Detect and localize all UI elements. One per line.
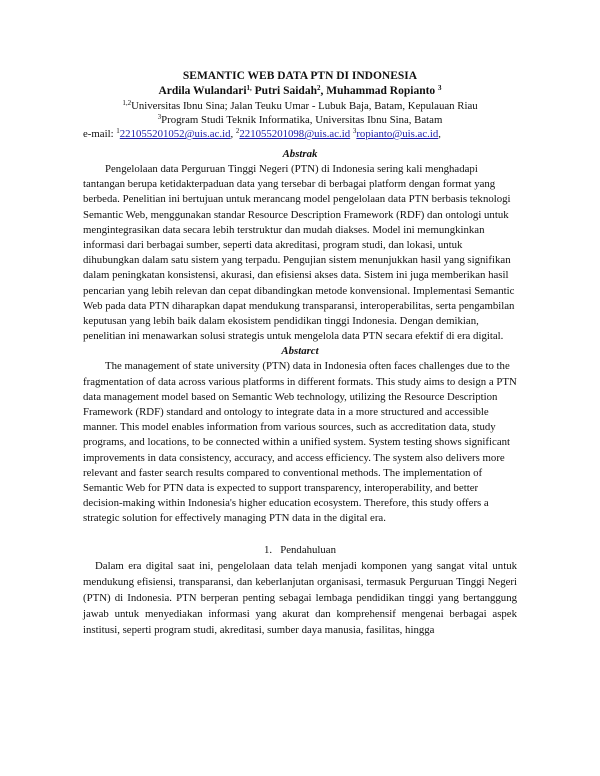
author-name: Muhammad Ropianto (326, 85, 436, 97)
affiliation-text: Program Studi Teknik Informatika, Universitas Ibnu Sina, Batam (161, 114, 443, 126)
email-link[interactable]: 221055201098@uis.ac.id (239, 128, 351, 140)
email-label: e-mail: (83, 128, 114, 140)
paper-content (83, 69, 517, 639)
affiliation (83, 99, 517, 113)
affiliation-mark: 3 (157, 113, 162, 121)
email-line: e-mail: $^1$221055201052@uis.ac.id, $^2$221055201098@uis.ac.id $^3$ropianto@uis.ac.id, (83, 127, 441, 140)
section-body-text: Dalam era digital saat ini, pengelolaan data telah menjadi komponen yang sangat vital untuk mendukung efisiensi, transparansi, dan keberlanjutan organisasi, termasuk Perguruan Tinggi Negeri (PTN) di Indonesia. PTN berperan penting sebagai lembaga pendidikan tinggi yang bertanggung jawab untuk menyediakan informasi yang akurat dan komprehensif mengenai berbagai aspek institusi, seperti program studi, akreditasi, sumber daya manusia, fasilitas, hingga (83, 559, 517, 637)
email-mark: 2 (235, 127, 240, 135)
abstract-text-en: The management of state university (PTN) data in Indonesia often faces challenges due to the fragmentation of data across various platforms in different formats. This study aims to design a PTN data management model based on Semantic Web technology, utilizing the Resource Description Framework (RDF) standard and ontology to integrate data in a more structured and accessible manner. This model enables information from various sources, such as accreditation data, study programs, and locations, to be connected within a unified system. System testing shows significant improvements in data consistency, accuracy, and access efficiency. The system also delivers more relevant and faster search results compared to conventional methods. The implementation of Semantic Web for PTN data is expected to support transparency, interoperability, and better decision-making within Indonesia's higher education ecosystem. Therefore, this study offers a strategic solution for effectively managing PTN data in the digital era. (83, 360, 517, 525)
affiliation (83, 113, 517, 127)
email-mark: 1 (116, 127, 120, 135)
author-name: Ardila Wulandari (158, 85, 247, 97)
section-number: 1. (264, 543, 273, 556)
abstract-heading-id: Abstrak (282, 148, 318, 160)
email-link[interactable]: ropianto@uis.ac.id (356, 128, 439, 140)
author-mark: 1, (246, 84, 252, 92)
affiliation-mark: 1,2 (122, 99, 132, 107)
section-heading (83, 542, 517, 558)
author-mark: 2 (316, 84, 321, 92)
author-name: Putri Saidah (254, 85, 317, 97)
section-title: Pendahuluan (280, 543, 336, 556)
abstract-text-id: Pengelolaan data Perguruan Tinggi Negeri (PTN) di Indonesia sering kali menghadapi tantangan berupa ketidakterpaduan data yang tersebar di berbagai platform dengan format yang berbeda. Penelitian ini bertujuan untuk merancang model pengelolaan data PTN berbasis teknologi Semantic Web, menggunakan standar Resource Description Framework (RDF) dan ontologi untuk mengintegrasikan data secara lebih terstruktur dan mudah diakses. Model ini memungkinkan informasi dari berbagai sumber, seperti data akreditasi, program studi, dan lokasi, untuk dihubungkan dalam satu sistem yang terpadu. Pengujian sistem menunjukkan hasil yang signifikan dalam peningkatan konsistensi, akurasi, dan efisiensi akses data. Sistem ini juga memberikan hasil pencarian yang lebih relevan dan cepat dibandingkan metode konvensional. Implementasi Semantic Web pada data PTN diharapkan dapat mendukung transparansi, interoperabilitas, serta pengambilan keputusan yang lebih baik dalam ekosistem pendidikan tinggi Indonesia. Dengan demikian, penelitian ini menawarkan solusi strategis untuk mengelola data PTN secara efektif di era digital. (83, 163, 515, 343)
paper-title: SEMANTIC WEB DATA PTN DI INDONESIA (182, 70, 418, 82)
author-mark: 3 (438, 84, 442, 92)
author-list: Ardila Wulandari$^{1,}$ Putri Saidah$^2$, Muhammad Ropianto $^3$ (158, 84, 442, 97)
email-mark: 3 (352, 127, 357, 135)
email-link[interactable]: 221055201052@uis.ac.id (119, 128, 231, 140)
affiliation-text: Universitas Ibnu Sina; Jalan Teuku Umar - Lubuk Baja, Batam, Kepulauan Riau (131, 100, 478, 112)
abstract-heading-en: Abstarct (281, 345, 319, 358)
